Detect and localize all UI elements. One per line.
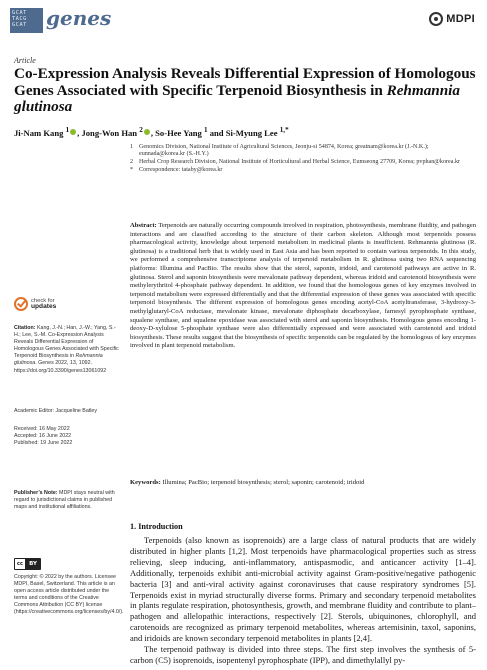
academic-editor: Academic Editor: Jacqueline Batley [14, 408, 98, 414]
citation-label: Citation: [14, 325, 36, 331]
abstract-text: Terpenoids are naturally occurring compounds involved in respiration, photosynthesis, membrane fluidity, and pathogen interactions and are classified according to the structure of their carbon skeleton. Although most terpenoids possess pharmacological activity, knowledge about terpenoid metabolism in medicinal plants is insufficient. Rehmannia glutinosa (R. glutinosa) is a traditional herb that is widely used in East Asia and has been reported to contain various terpenoids. In this study, we performed a comprehensive transcriptome analysis of terpenoid metabolism in R. glutinosa using two RNA sequencing platforms: Illumina and PacBio. The results show that the sterol, saponin, iridoid, and carotenoid pathways are active in R. glutinosa. Sterol and saponin biosynthesis were mevalonate pathway dependent, whereas iridoid and carotenoid biosynthesis were methylerythritol 4-phosphate pathway dependent. In addition, we found that the homologous genes of key enzymes involved in terpenoid metabolism were expressed differentially and that the differential expression of these genes was associated with specific terpenoid biosynthesis. The different expression of homologous genes encoding acetyl-CoA acetyltransferase, 3-hydroxy-3-methylglutaryl-CoA reductase, mevalonate kinase, mevalonate diphosphate decarboxylase, farnesyl pyrophosphate synthase, squalene synthase, and squalene epoxidase was associated with sterol and saponin biosynthesis. Homologous genes encoding 1-deoxy-D-xylulose 5-phosphate synthase were also differentially expressed and were associated with carotenoid and iridoid biosynthesis. These results suggest that the biosynthesis of specific terpenoids can be regulated by the homologous of key enzymes involved in plant terpenoid metabolism. [130, 222, 476, 350]
title-species: Rehmannia glutinosa [14, 81, 460, 116]
mdpi-icon [429, 12, 443, 26]
author-name[interactable]: Ji-Nam Kang [14, 127, 64, 138]
copyright-notice: Copyright: © 2022 by the authors. Licensee MDPI, Basel, Switzerland. This article is an open access article distributed under the terms and conditions of the Creative Commons Attribution (CC BY) license (https://creativecommons.org/licenses/by/4.0/). [14, 574, 124, 616]
section-heading: 1. Introduction [130, 522, 183, 531]
author-list: Ji-Nam Kang $^1$ , Jong-Won Han $^2$ , So-Hee Yang $^1$ and Si-Myung Lee $^{1,*}$ [14, 126, 289, 138]
keywords [130, 479, 476, 488]
affiliations [130, 144, 470, 175]
journal-logo [10, 8, 43, 33]
body-text [130, 535, 476, 666]
abstract [130, 222, 476, 351]
history-dates [14, 426, 120, 447]
affiliation-item: 1 Genomics Division, National Institute of Agricultural Sciences, Jeonju-si 54874, Korea; greatnam@korea.kr (J.-N.K.); eunnada@korea.kr (S.-H.Y.) [130, 144, 429, 158]
citation-text: Kang, J.-N.; Han, J.-W.; Yang, S.-H.; Lee, S.-M. Co-Expression Analysis Reveals Differential Expression of Homologous Genes Associated with Specific Terpenoid Biosynthesis in [14, 325, 119, 360]
journal-name[interactable]: genes [46, 6, 112, 30]
keywords-text: Illumina; PacBio; terpenoid biosynthesis; sterol; saponin; carotenoid; iridoid [162, 479, 365, 486]
citation-species: Rehmannia glutinosa [14, 353, 103, 367]
title-main: Co-Expression Analysis Reveals Differential Expression of Homologous Genes Associated with Specific Terpenoid Biosynthesis in [14, 65, 476, 99]
logo-text: GCAT TACG GCAT [12, 10, 27, 29]
publisher-logo[interactable] [429, 12, 475, 26]
paragraph: Terpenoids (also known as isoprenoids) are a large class of natural products that are widely distributed in higher plants [1,2]. Most terpenoids have pharmacological properties such as stress relieving, sleep inducing, anti-inflammatory, antispasmodic, and anticancer activity [1–4]. Additionally, terpenoids exhibit anti-microbial activity against Gram-positive/negative pathogenic bacteria [3] and anti-viral activity against coronaviruses that cause respiratory syndromes [5]. Terpenoids exist in myriad structurally diverse forms. Primary and secondary terpenoid metabolites in plants regulate respiration, photosynthesis, growth, and membrane fluidity and contribute to plant–pathogen and allelopathic interactions, respectively [2]. Sterols, ubiquinones, chlorophyll, and carotenoids are recognized as primary terpenoid metabolites, whereas artemisinin, taxol, saponins, and iridoids are known secondary terpenoid metabolites in plants [2,4]. [130, 535, 476, 644]
article-type: Article [14, 56, 36, 65]
abstract-label: Abstract: [130, 222, 157, 229]
accepted-date: Accepted: 16 June 2022 [14, 433, 72, 440]
citation-block [14, 325, 120, 375]
publisher-note-label: Publisher’s Note: [14, 490, 58, 496]
author-name[interactable]: Jong-Won Han [81, 127, 138, 138]
publisher-note [14, 490, 120, 511]
publisher-name: MDPI [446, 13, 475, 25]
cc-icon: cc [15, 559, 26, 569]
publisher-note-text: MDPI stays neutral with regard to jurisdictional claims in published maps and institutional affiliations. [14, 490, 115, 511]
orcid-icon[interactable] [144, 129, 150, 135]
keywords-label: Keywords: [130, 479, 161, 486]
correspondence: * Correspondence: tataby@korea.kr [130, 166, 223, 173]
paragraph: The terpenoid pathway is divided into three steps. The first step involves the synthesis of 5-carbon (C5) isoprenoids, isopentenyl pyrophosphate (IPP), and dimethylallyl py- [130, 644, 476, 665]
cc-badge [14, 558, 41, 570]
cc-by-license-badge[interactable] [14, 558, 41, 570]
author-affil: 1,* [279, 126, 289, 134]
check-for-updates-button[interactable] [14, 297, 56, 311]
citation-journal[interactable]: . Genes 2022, 13, 1092. https://doi.org/10.3390/genes13061092 [14, 360, 107, 374]
orcid-icon[interactable] [70, 129, 76, 135]
received-date: Received: 16 May 2022 [14, 426, 70, 432]
author-affil: 1 [65, 126, 70, 134]
author-affil: 1 [204, 126, 208, 134]
published-date: Published: 19 June 2022 [14, 440, 73, 447]
by-icon: BY [26, 559, 40, 569]
article-title [14, 66, 476, 116]
author-name[interactable]: So-Hee Yang [155, 127, 202, 138]
author-affil: 2 [139, 126, 143, 134]
author-name[interactable]: Si-Myung Lee [225, 127, 278, 138]
affiliation-item: 2 Herbal Crop Research Division, National Institute of Horticultural and Herbal Science, Eumseong 27709, Korea; pvphan@korea.kr [130, 159, 461, 166]
check-updates-label: check for updates [31, 297, 57, 310]
check-updates-icon [14, 297, 28, 311]
